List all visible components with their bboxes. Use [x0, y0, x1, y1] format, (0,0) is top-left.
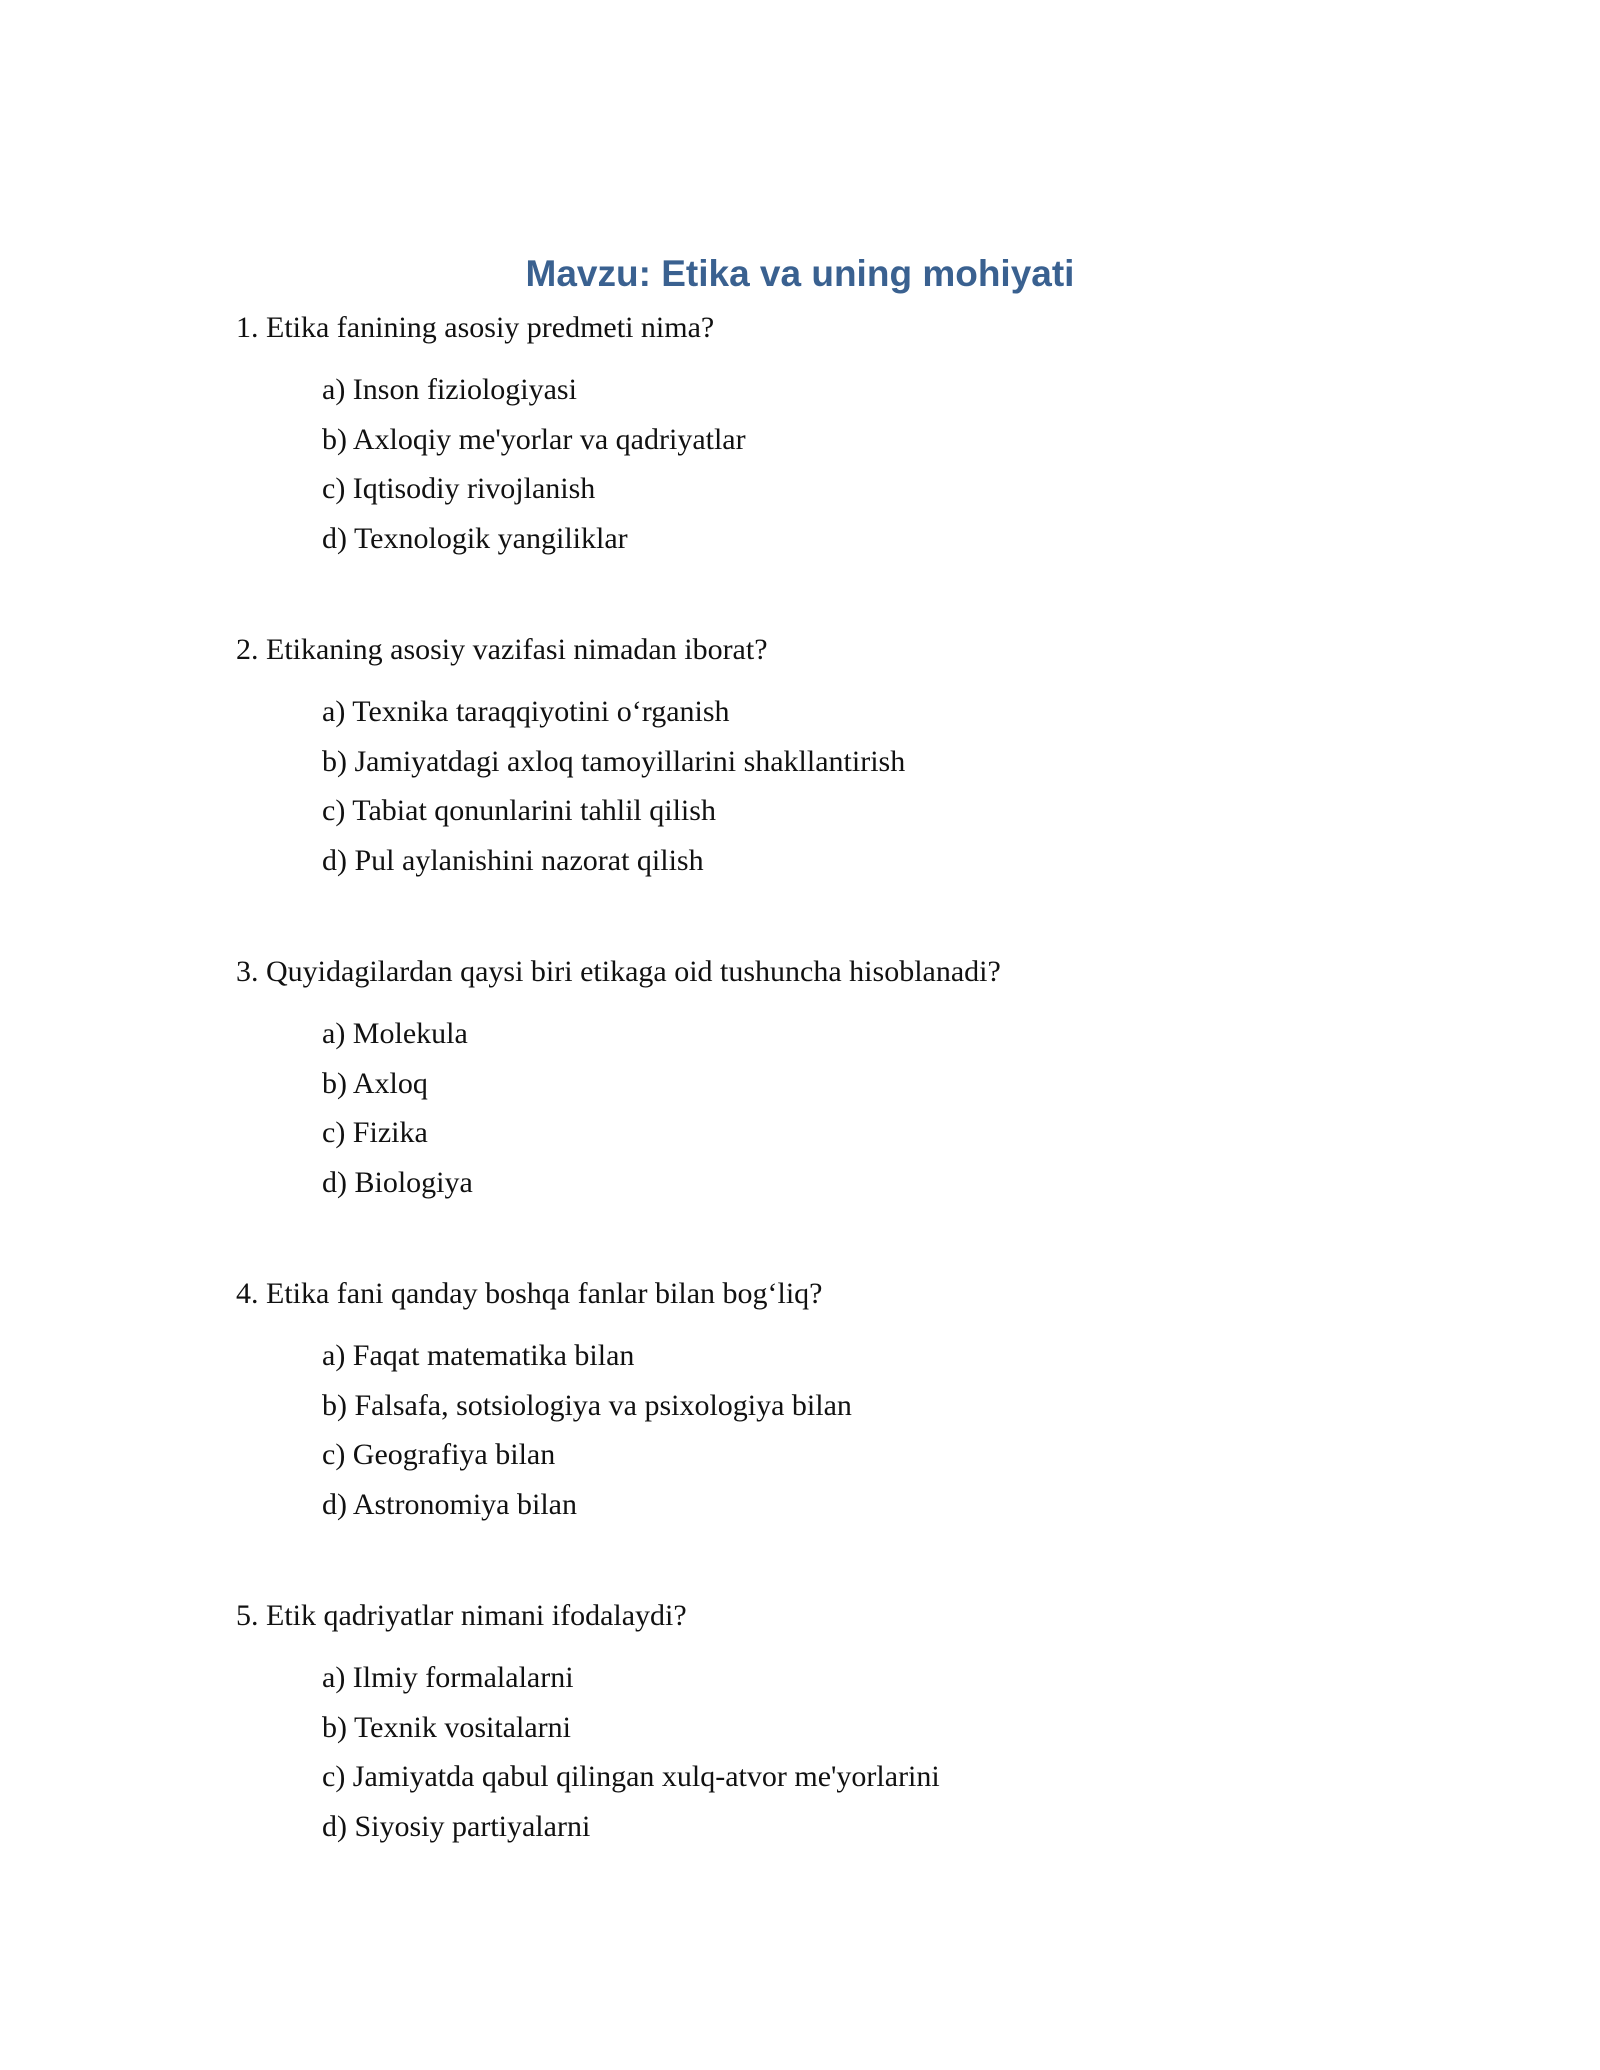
answer-option: d) Biologiya — [322, 1165, 473, 1199]
answer-option: d) Siyosiy partiyalarni — [322, 1809, 591, 1843]
answer-option: d) Pul aylanishini nazorat qilish — [322, 843, 704, 877]
question-block — [236, 952, 1436, 1207]
answer-option: a) Texnika taraqqiyotini o‘rganish — [322, 695, 730, 728]
question-block — [236, 1274, 1436, 1529]
answer-option: c) Iqtisodiy rivojlanish — [322, 472, 596, 505]
answer-option: b) Axloqiy me'yorlar va qadriyatlar — [322, 422, 746, 456]
question-text: 5. Etik qadriyatlar nimani ifodalaydi? — [236, 1599, 687, 1632]
answer-options — [322, 687, 1436, 885]
answer-option: c) Tabiat qonunlarini tahlil qilish — [322, 794, 716, 827]
answer-option: a) Faqat matematika bilan — [322, 1339, 635, 1372]
question-text: 4. Etika fani qanday boshqa fanlar bilan bog‘liq? — [236, 1277, 823, 1310]
answer-option: d) Astronomiya bilan — [322, 1487, 577, 1521]
question-block — [236, 308, 1436, 563]
answer-options — [322, 1009, 1436, 1207]
answer-options — [322, 1653, 1436, 1851]
question-text: 1. Etika fanining asosiy predmeti nima? — [236, 311, 715, 344]
answer-option: c) Geografiya bilan — [322, 1438, 556, 1471]
answer-options — [322, 1331, 1436, 1529]
answer-option: a) Molekula — [322, 1017, 468, 1050]
question-text: 3. Quyidagilardan qaysi biri etikaga oid tushuncha hisoblanadi? — [236, 955, 1001, 988]
answer-option: a) Ilmiy formalalarni — [322, 1661, 574, 1694]
answer-option: b) Falsafa, sotsiologiya va psixologiya bilan — [322, 1388, 852, 1422]
answer-option: c) Jamiyatda qabul qilingan xulq-atvor me'yorlarini — [322, 1760, 940, 1793]
page-title: Mavzu: Etika va uning mohiyati — [525, 253, 1075, 294]
answer-option: a) Inson fiziologiyasi — [322, 373, 577, 406]
question-text: 2. Etikaning asosiy vazifasi nimadan iborat? — [236, 633, 768, 666]
answer-option: b) Jamiyatdagi axloq tamoyillarini shakllantirish — [322, 744, 906, 778]
question-block — [236, 1596, 1436, 1851]
answer-option: b) Axloq — [322, 1066, 428, 1100]
answer-option: c) Fizika — [322, 1116, 428, 1149]
answer-option: d) Texnologik yangiliklar — [322, 521, 628, 555]
answer-options — [322, 365, 1436, 563]
answer-option: b) Texnik vositalarni — [322, 1710, 571, 1744]
question-block — [236, 630, 1436, 885]
